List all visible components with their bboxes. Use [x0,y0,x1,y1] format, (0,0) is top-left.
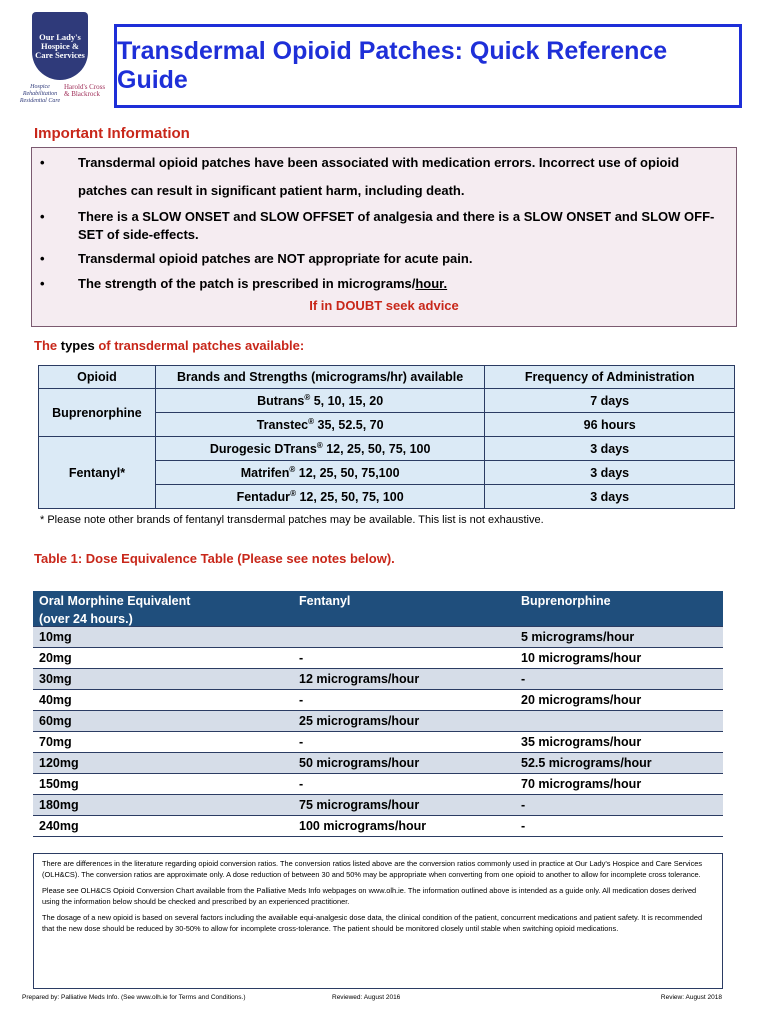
bullet-icon: • [40,276,45,291]
table-cell: 120mg [33,753,293,774]
table-cell: 35 micrograms/hour [515,732,723,753]
brand-cell: Transtec® 35, 52.5, 70 [155,413,484,437]
table-cell: - [293,732,515,753]
table-cell [515,711,723,732]
table-cell: - [293,774,515,795]
table-cell: 60mg [33,711,293,732]
page-title: Transdermal Opioid Patches: Quick Reference Guide [117,37,668,94]
note-paragraph: The dosage of a new opioid is based on several factors including the available equi-analgesic dose data, the clinical condition of the patient, concurrent medications and patient safety. It is recommended that the new dose should be reduced by 30-50% to allow for incomplete cross-tolerance. The patient should be monitored closely until stable when switching opioid medications. [42,913,703,933]
logo [18,12,108,112]
footer-prepared: Prepared by: Palliative Meds Info. (See www.olh.ie for Terms and Conditions.) [22,994,246,1001]
table-header: Opioid [39,366,156,389]
types-heading: The types of transdermal patches available: [34,338,305,353]
table-cell: 150mg [33,774,293,795]
frequency-cell: 3 days [485,461,735,485]
important-heading: Important Information [34,125,190,142]
footer-review: Review: August 2018 [660,994,722,1001]
logo-name: Our Lady's Hospice & Care Services [35,31,85,60]
table-header: Frequency of Administration [485,366,735,389]
frequency-cell: 7 days [485,389,735,413]
table-row [33,795,723,816]
table-header-row [39,366,735,389]
table-header: Brands and Strengths (micrograms/hr) available [155,366,484,389]
logo-shield [32,12,88,80]
brand-cell: Butrans® 5, 10, 15, 20 [155,389,484,413]
table-cell: - [515,669,723,690]
table-cell: 180mg [33,795,293,816]
table-row [33,669,723,690]
bullet-icon: • [40,251,45,266]
frequency-cell: 3 days [485,437,735,461]
table-row [33,816,723,837]
table-cell: - [293,690,515,711]
brand-cell: Durogesic DTrans® 12, 25, 50, 75, 100 [155,437,484,461]
table-cell: 20 micrograms/hour [515,690,723,711]
table-row [33,627,723,648]
dose-heading: Table 1: Dose Equivalence Table (Please see notes below). [34,551,395,566]
table-cell: 240mg [33,816,293,837]
table-cell: - [293,648,515,669]
dose-table-body [33,627,723,837]
table-row [33,711,723,732]
table-row [33,690,723,711]
table-row [39,437,735,461]
table-cell: 100 micrograms/hour [293,816,515,837]
types-footnote: * Please note other brands of fentanyl transdermal patches may be available. This list is not exhaustive. [40,514,544,526]
opioid-cell: Buprenorphine [39,389,156,437]
brand-cell: Fentadur® 12, 25, 50, 75, 100 [155,485,484,509]
frequency-cell: 96 hours [485,413,735,437]
table-row [39,389,735,413]
table-cell [293,627,515,648]
table-cell: 30mg [33,669,293,690]
table-cell: 10 micrograms/hour [515,648,723,669]
note-paragraph: There are differences in the literature regarding opioid conversion ratios. The conversion ratios listed above are the conversion ratios commonly used in practice at Our Lady's Hospice and Care Services (OLH&CS). The conversion ratios are approximate only. A dose reduction of between 30 and 50% may be appropriate when converting from one opioid to another to allow for incomplete cross tolerance. [42,859,703,879]
table-row [33,732,723,753]
logo-tagline: Hospice Rehabilitation Residential Care [19,84,61,104]
doubt-advice: If in DOUBT seek advice [309,298,459,313]
table-cell: - [515,795,723,816]
dose-equivalence-table [33,591,723,837]
table-row [33,753,723,774]
logo-location: Harold's Cross & Blackrock [64,83,106,98]
brand-cell: Matrifen® 12, 25, 50, 75,100 [155,461,484,485]
bullet-icon: • [40,209,45,224]
table-cell: 50 micrograms/hour [293,753,515,774]
table-cell: 10mg [33,627,293,648]
table-cell: 5 micrograms/hour [515,627,723,648]
patch-types-table [38,365,735,509]
table-cell: 20mg [33,648,293,669]
table-cell: 52.5 micrograms/hour [515,753,723,774]
table-cell: - [515,816,723,837]
title-box [114,24,742,108]
important-info-box: • Transdermal opioid patches have been associated with medication errors. Incorrect use of opioid patches can result in significant patient harm, including death. • There is a SLOW ONSET and SLOW OFFSET of analgesia and there is a SLOW ONSET and SLOW OFF-SET of side-effects. • Transdermal opioid patches are NOT appropriate for acute pain. • The strength of the patch is prescribed in micrograms/hour. If in DOUBT seek advice [31,147,737,327]
bullet-icon: • [40,155,45,170]
table-row [33,774,723,795]
opioid-cell: Fentanyl* [39,437,156,509]
note-paragraph: Please see OLH&CS Opioid Conversion Chart available from the Palliative Meds Info webpages on www.olh.ie. The information outlined above is intended as a guide only. All medication doses derived using the information below should be checked and prescribed by an experienced practitioner. [42,886,697,906]
table-cell: 70 micrograms/hour [515,774,723,795]
table-header: Oral Morphine Equivalent (over 24 hours.) [33,591,293,627]
table-row [33,648,723,669]
table-header: Fentanyl [293,591,515,627]
table-header: Buprenorphine [515,591,723,627]
table-cell: 75 micrograms/hour [293,795,515,816]
frequency-cell: 3 days [485,485,735,509]
table-header-row [33,591,723,627]
table-cell: 40mg [33,690,293,711]
footer-reviewed: Reviewed: August 2016 [332,994,401,1001]
table-cell: 70mg [33,732,293,753]
notes-box [33,853,723,989]
table-cell: 12 micrograms/hour [293,669,515,690]
table-cell: 25 micrograms/hour [293,711,515,732]
